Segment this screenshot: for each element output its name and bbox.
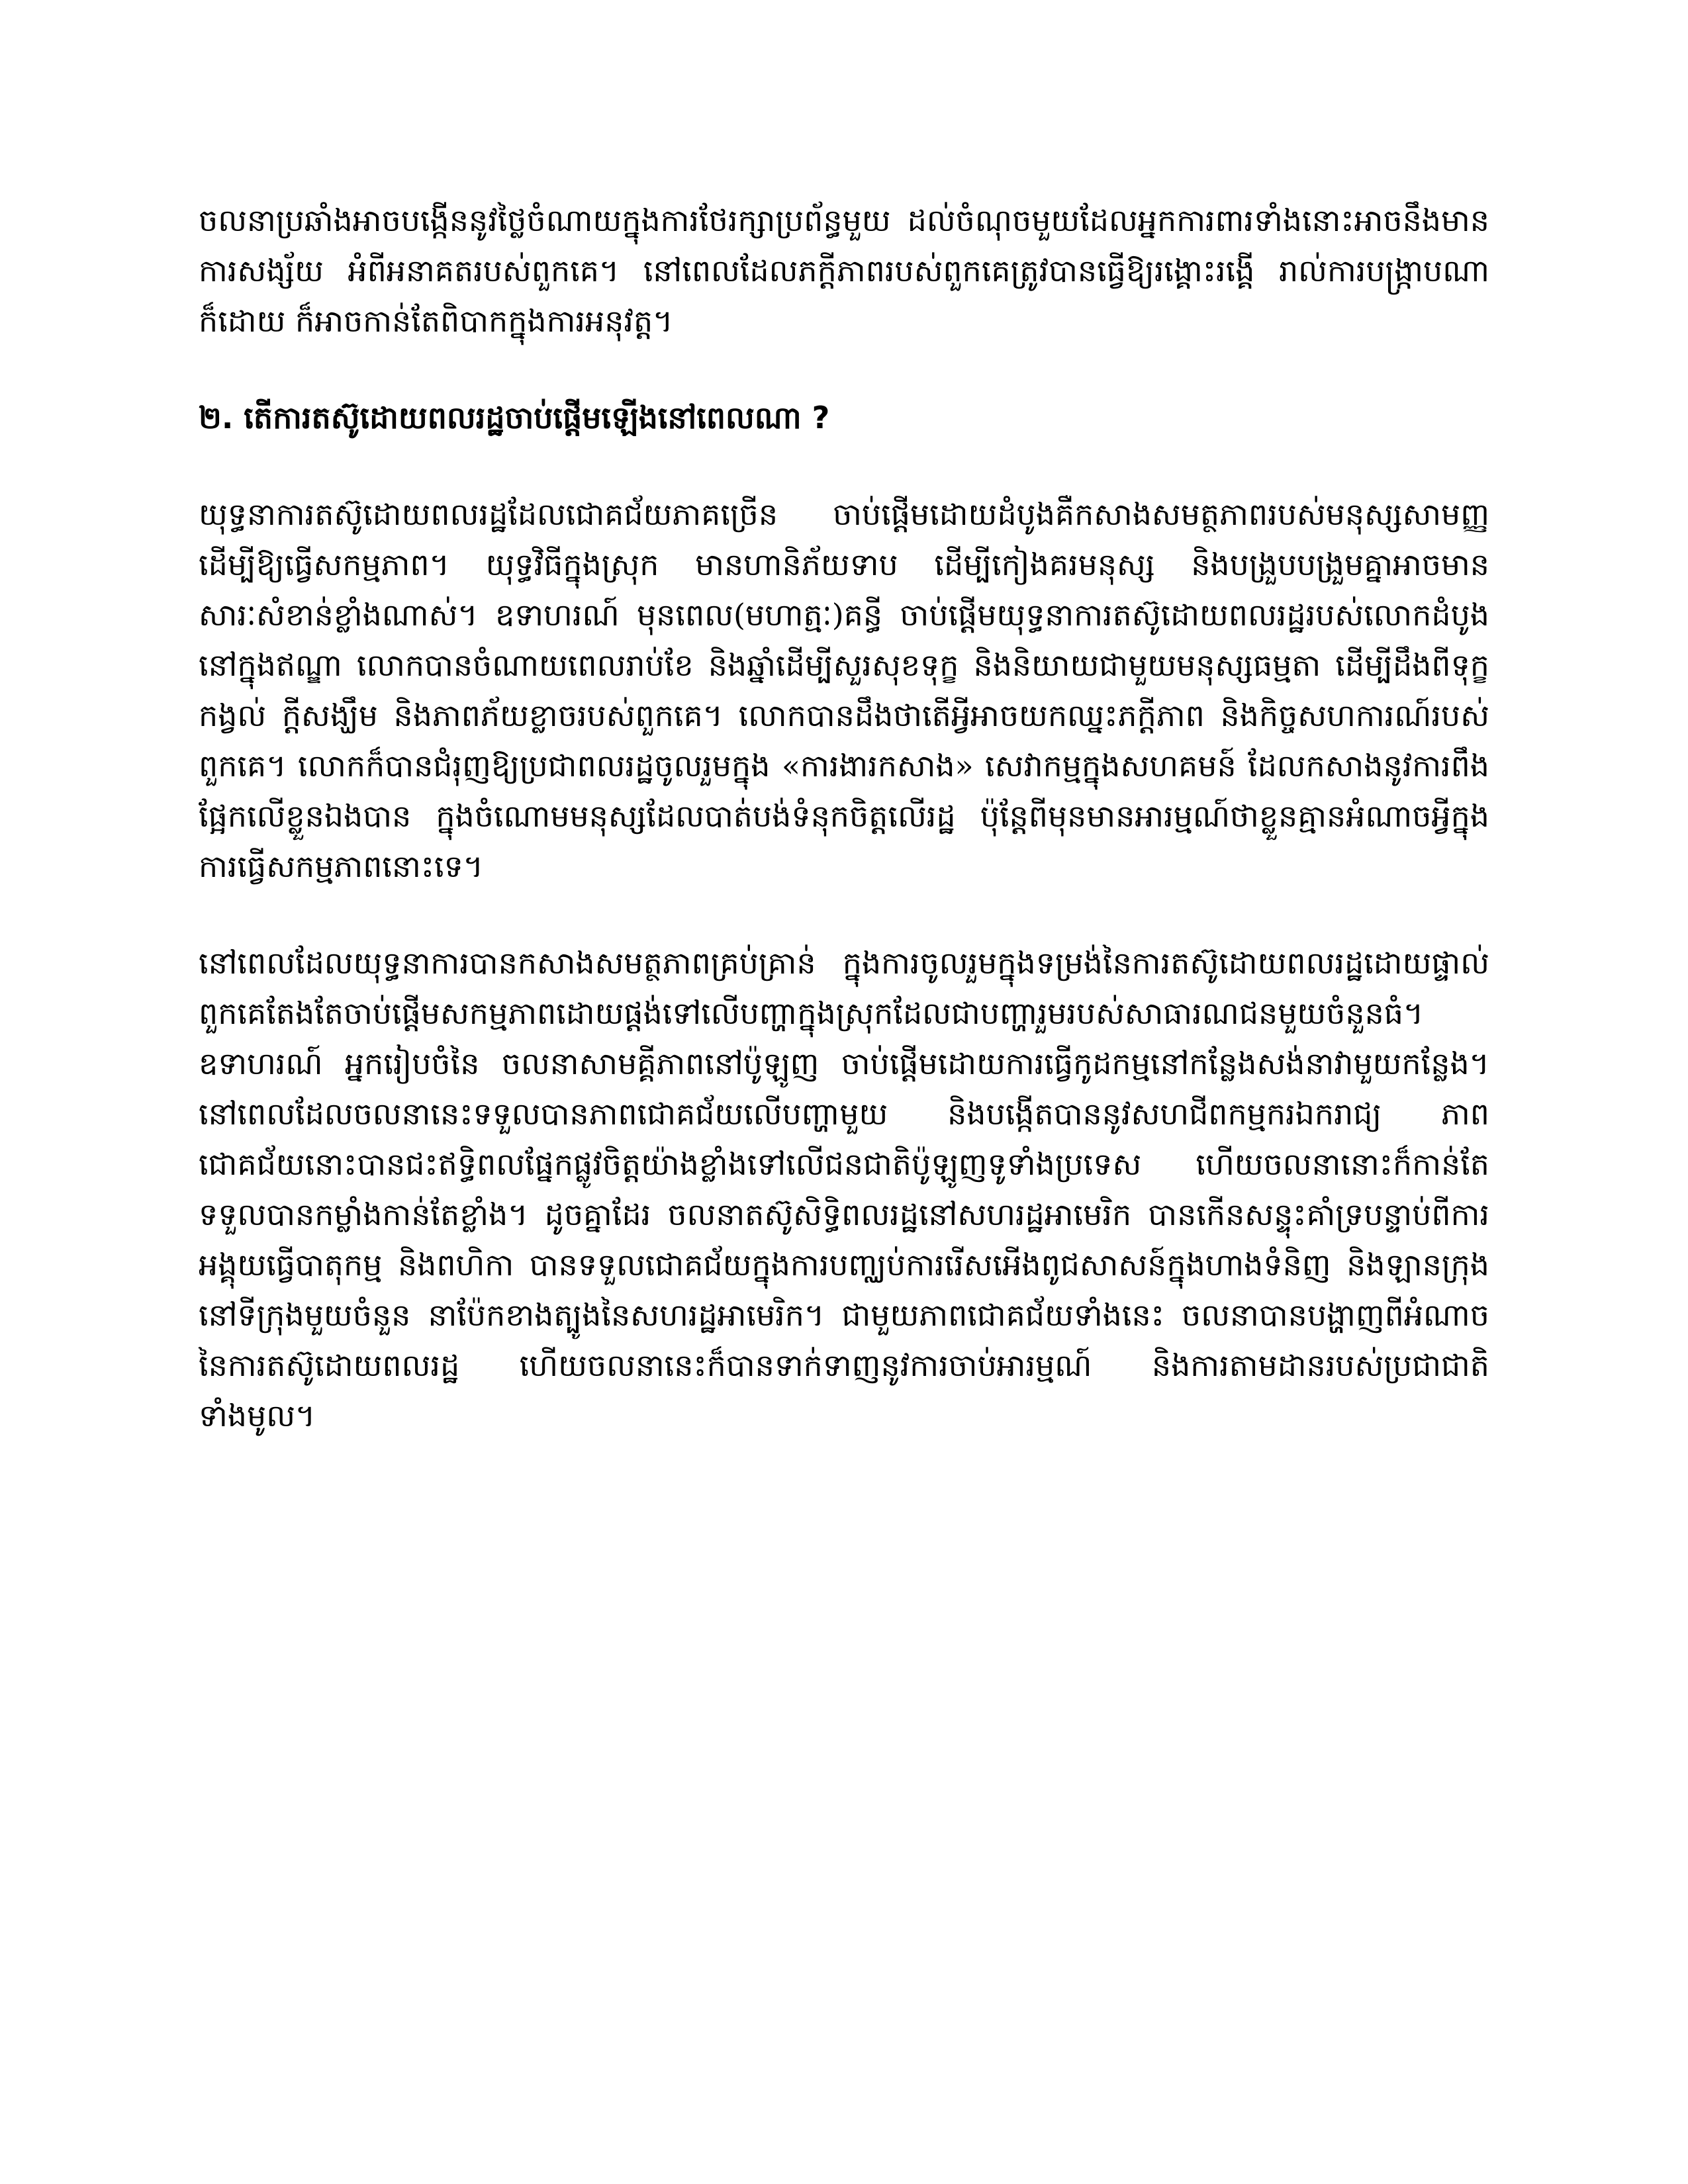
paragraph-body-2: នៅពេលដែលយុទ្ធនាការបានកសាងសមត្ថភាពគ្រប់គ្រាន់ ក្នុងការចូលរួមក្នុងទម្រង់នៃការតស៊ូដោយពលរដ្ឋដោយផ្ទាល់ ពួកគេតែងតែចាប់ផ្តើមសកម្មភាពដោយផ្តង់ទៅលើបញ្ហាក្នុងស្រុកដែលជាបញ្ហារួមរបស់សាធារណជនមួយចំនួនធំ។ ឧទាហរណ៍ អ្នករៀបចំនៃ ចលនាសាមគ្គីភាពនៅប៉ូឡូញ ចាប់ផ្តើមដោយការធ្វើកូដកម្មនៅកន្លែងសង់នាវាមួយកន្លែង។ នៅពេលដែលចលនានេះទទួលបានភាពជោគជ័យលើបញ្ហាមួយ និងបង្កើតបាននូវសហជីពកម្មករឯករាជ្យ ភាពជោគជ័យនោះបានជះឥទ្ធិពលផ្នែកផ្លូវចិត្តយ៉ាងខ្លាំងទៅលើជនជាតិប៉ូឡូញទូទាំងប្រទេស ហើយចលនានោះក៏កាន់តែទទួលបានកម្លាំងកាន់តែខ្លាំង។ ដូចគ្នាដែរ ចលនាតស៊ូសិទ្ធិពលរដ្ឋនៅសហរដ្ឋអាមេរិក បានកើនសន្ទុះគាំទ្របន្ទាប់ពីការអង្គុយធ្វើបាតុកម្ម និងពហិកា បានទទួលជោគជ័យក្នុងការបញ្ឈប់ការរើសអើងពូជសាសន៍ក្នុងហាងទំនិញ និងឡានក្រុង នៅទីក្រុងមួយចំនួន នាប៉ែកខាងត្បូងនៃសហរដ្ឋអាមេរិក។ ជាមួយភាពជោគជ័យទាំងនេះ ចលនាបានបង្ហាញពីអំណាចនៃការតស៊ូដោយពលរដ្ឋ ហើយចលនានេះក៏បានទាក់ទាញនូវការចាប់អារម្មណ៍ និងការតាមដានរបស់ប្រជាជាតិទាំងមូល។ [199, 945, 1489, 1433]
paragraph-body-1: យុទ្ធនាការតស៊ូដោយពលរដ្ឋដែលជោគជ័យភាគច្រើន ចាប់ផ្តើមដោយដំបូងគឺកសាងសមត្ថភាពរបស់មនុស្សសាមញ្ញដើម្បីឱ្យធ្វើសកម្មភាព។ យុទ្ធវិធីក្នុងស្រុក មានហានិភ័យទាប ដើម្បីកៀងគរមនុស្ស និងបង្រួបបង្រួមគ្នាអាចមានសារៈសំខាន់ខ្លាំងណាស់។ ឧទាហរណ៍ មុនពេល(មហាត្មៈ)គន្ធី ចាប់ផ្តើមយុទ្ធនាការតស៊ូដោយពលរដ្ឋរបស់លោកដំបូងនៅក្នុងឥណ្ឌា លោកបានចំណាយពេលរាប់ខែ និងឆ្នាំដើម្បីសួរសុខទុក្ខ និងនិយាយជាមួយមនុស្សធម្មតា ដើម្បីដឹងពីទុក្ខកង្វល់ ក្តីសង្ឃឹម និងភាពភ័យខ្លាចរបស់ពួកគេ។ លោកបានដឹងថាតើអ្វីអាចយកឈ្នះភក្តីភាព និងកិច្ចសហការណ៍របស់ពួកគេ។ លោកក៏បានជំរុញឱ្យប្រជាពលរដ្ឋចូលរួមក្នុង «ការងារកសាង» សេវាកម្មក្នុងសហគមន៍ ដែលកសាងនូវការពឹងផ្អែកលើខ្លួនឯងបាន ក្នុងចំណោមមនុស្សដែលបាត់បង់ទំនុកចិត្តលើរដ្ឋ ប៉ុន្តែពីមុនមានអារម្មណ៍ថាខ្លួនគ្មានអំណាចអ្វីក្នុងការធ្វើសកម្មភាពនោះទេ។ [199, 496, 1489, 884]
section-heading: ២. តើការតស៊ូដោយពលរដ្ឋចាប់ផ្តើមឡើងនៅពេលណា ? [199, 400, 830, 435]
paragraph-intro: ចលនាប្រឆាំងអាចបង្កើននូវថ្លៃចំណាយក្នុងការថែរក្សាប្រព័ន្ធមួយ ដល់ចំណុចមួយដែលអ្នកការពារទាំងនោះអាចនឹងមានការសង្ស័យ អំពីអនាគតរបស់ពួកគេ។ នៅពេលដែលភក្តីភាពរបស់ពួកគេត្រូវបានធ្វើឱ្យរង្គោះរង្គើ រាល់ការបង្ក្រាបណាក៏ដោយ ក៏អាចកាន់តែពិបាកក្នុងការអនុវត្ត។ [199, 203, 1489, 339]
document-page [199, 195, 1489, 1441]
